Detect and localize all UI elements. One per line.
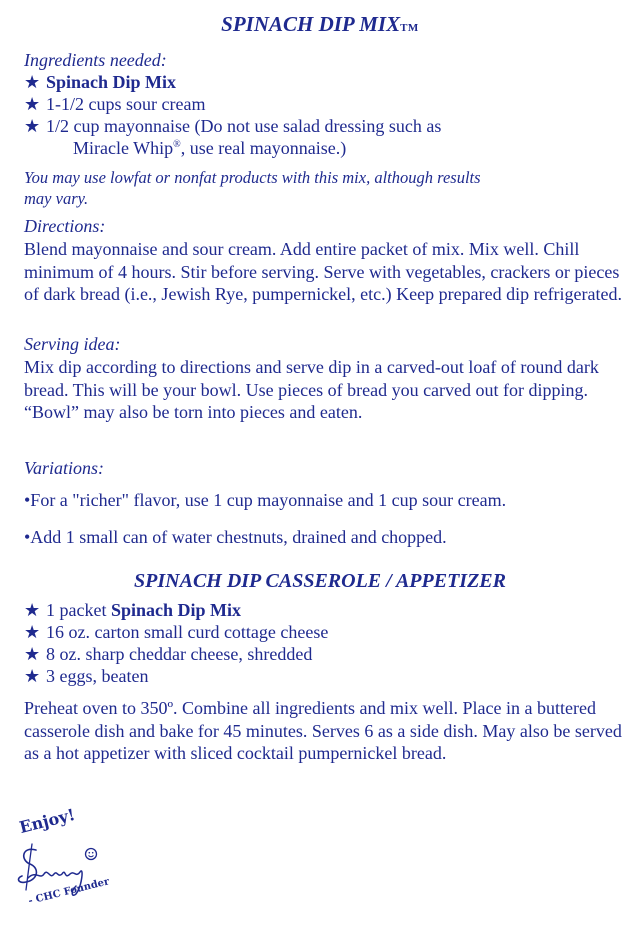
- continuation-text: Miracle Whip: [73, 138, 174, 158]
- star-icon: ★: [24, 94, 41, 114]
- variation-item: •For a "richer" flavor, use 1 cup mayonnaise and 1 cup sour cream.: [24, 490, 507, 510]
- title-text: SPINACH DIP MIX: [221, 12, 401, 36]
- trademark-mark: TM: [400, 22, 419, 34]
- enjoy-label: Enjoy!: [17, 804, 77, 837]
- star-icon: ★: [24, 644, 41, 664]
- casserole-item-text: 3 eggs, beaten: [46, 666, 149, 686]
- casserole-item-bold: Spinach Dip Mix: [110, 600, 242, 620]
- founder-label: - CHC Founder: [27, 876, 111, 907]
- ingredients-heading: Ingredients needed:: [24, 50, 167, 70]
- ingredient-item: [24, 116, 441, 137]
- star-icon: ★: [24, 622, 41, 642]
- casserole-item: [24, 644, 312, 665]
- directions-text: Blend mayonnaise and sour cream. Add entire packet of mix. Mix well. Chill minimum of 4 hours. Stir before serving. Serve with vegetables, crackers or pieces of dark bread (i.e., Jewish Rye, pumpernickel, etc.) Keep prepared dip refrigerated.: [24, 239, 623, 304]
- star-icon: ★: [24, 116, 41, 136]
- casserole-title: SPINACH DIP CASSEROLE / APPETIZER: [134, 570, 506, 592]
- casserole-item-text: 1 packet: [46, 600, 111, 620]
- ingredient-item: [24, 72, 176, 93]
- star-icon: ★: [24, 666, 41, 686]
- serving-idea-text: Mix dip according to directions and serve dip in a carved-out loaf of round dark bread. This will be your bowl. Use pieces of bread you carved out for dipping. “Bowl” may also be torn into pieces and eaten.: [24, 357, 599, 422]
- casserole-item: [24, 622, 328, 643]
- registered-mark: ®: [173, 139, 181, 150]
- directions-heading: Directions:: [24, 216, 106, 236]
- ingredient-text: 1/2 cup mayonnaise (Do not use salad dressing such as: [46, 116, 442, 136]
- casserole-item: [24, 666, 148, 687]
- casserole-item: [24, 600, 241, 621]
- variations-heading: Variations:: [24, 458, 105, 478]
- note-line: You may use lowfat or nonfat products with this mix, although results: [24, 168, 481, 187]
- star-icon: ★: [24, 600, 41, 620]
- casserole-item-text: 16 oz. carton small curd cottage cheese: [46, 622, 329, 642]
- serving-idea-heading: Serving idea:: [24, 334, 121, 354]
- star-icon: ★: [24, 72, 41, 92]
- casserole-instructions: Preheat oven to 350º. Combine all ingredients and mix well. Place in a buttered casserole dish and bake for 45 minutes. Serves 6 as a side dish. May also be served as a hot appetizer with sliced cocktail pumpernickel bread.: [24, 698, 622, 763]
- note-line: may vary.: [24, 189, 89, 208]
- casserole-item-text: 8 oz. sharp cheddar cheese, shredded: [46, 644, 313, 664]
- variation-item: •Add 1 small can of water chestnuts, drained and chopped.: [24, 527, 447, 547]
- ingredient-continuation: [73, 138, 346, 159]
- ingredient-item: [24, 94, 205, 115]
- continuation-text: , use real mayonnaise.): [180, 138, 347, 158]
- ingredient-text: Spinach Dip Mix: [46, 72, 177, 92]
- ingredient-text: 1-1/2 cups sour cream: [46, 94, 206, 114]
- page-title: [0, 12, 640, 37]
